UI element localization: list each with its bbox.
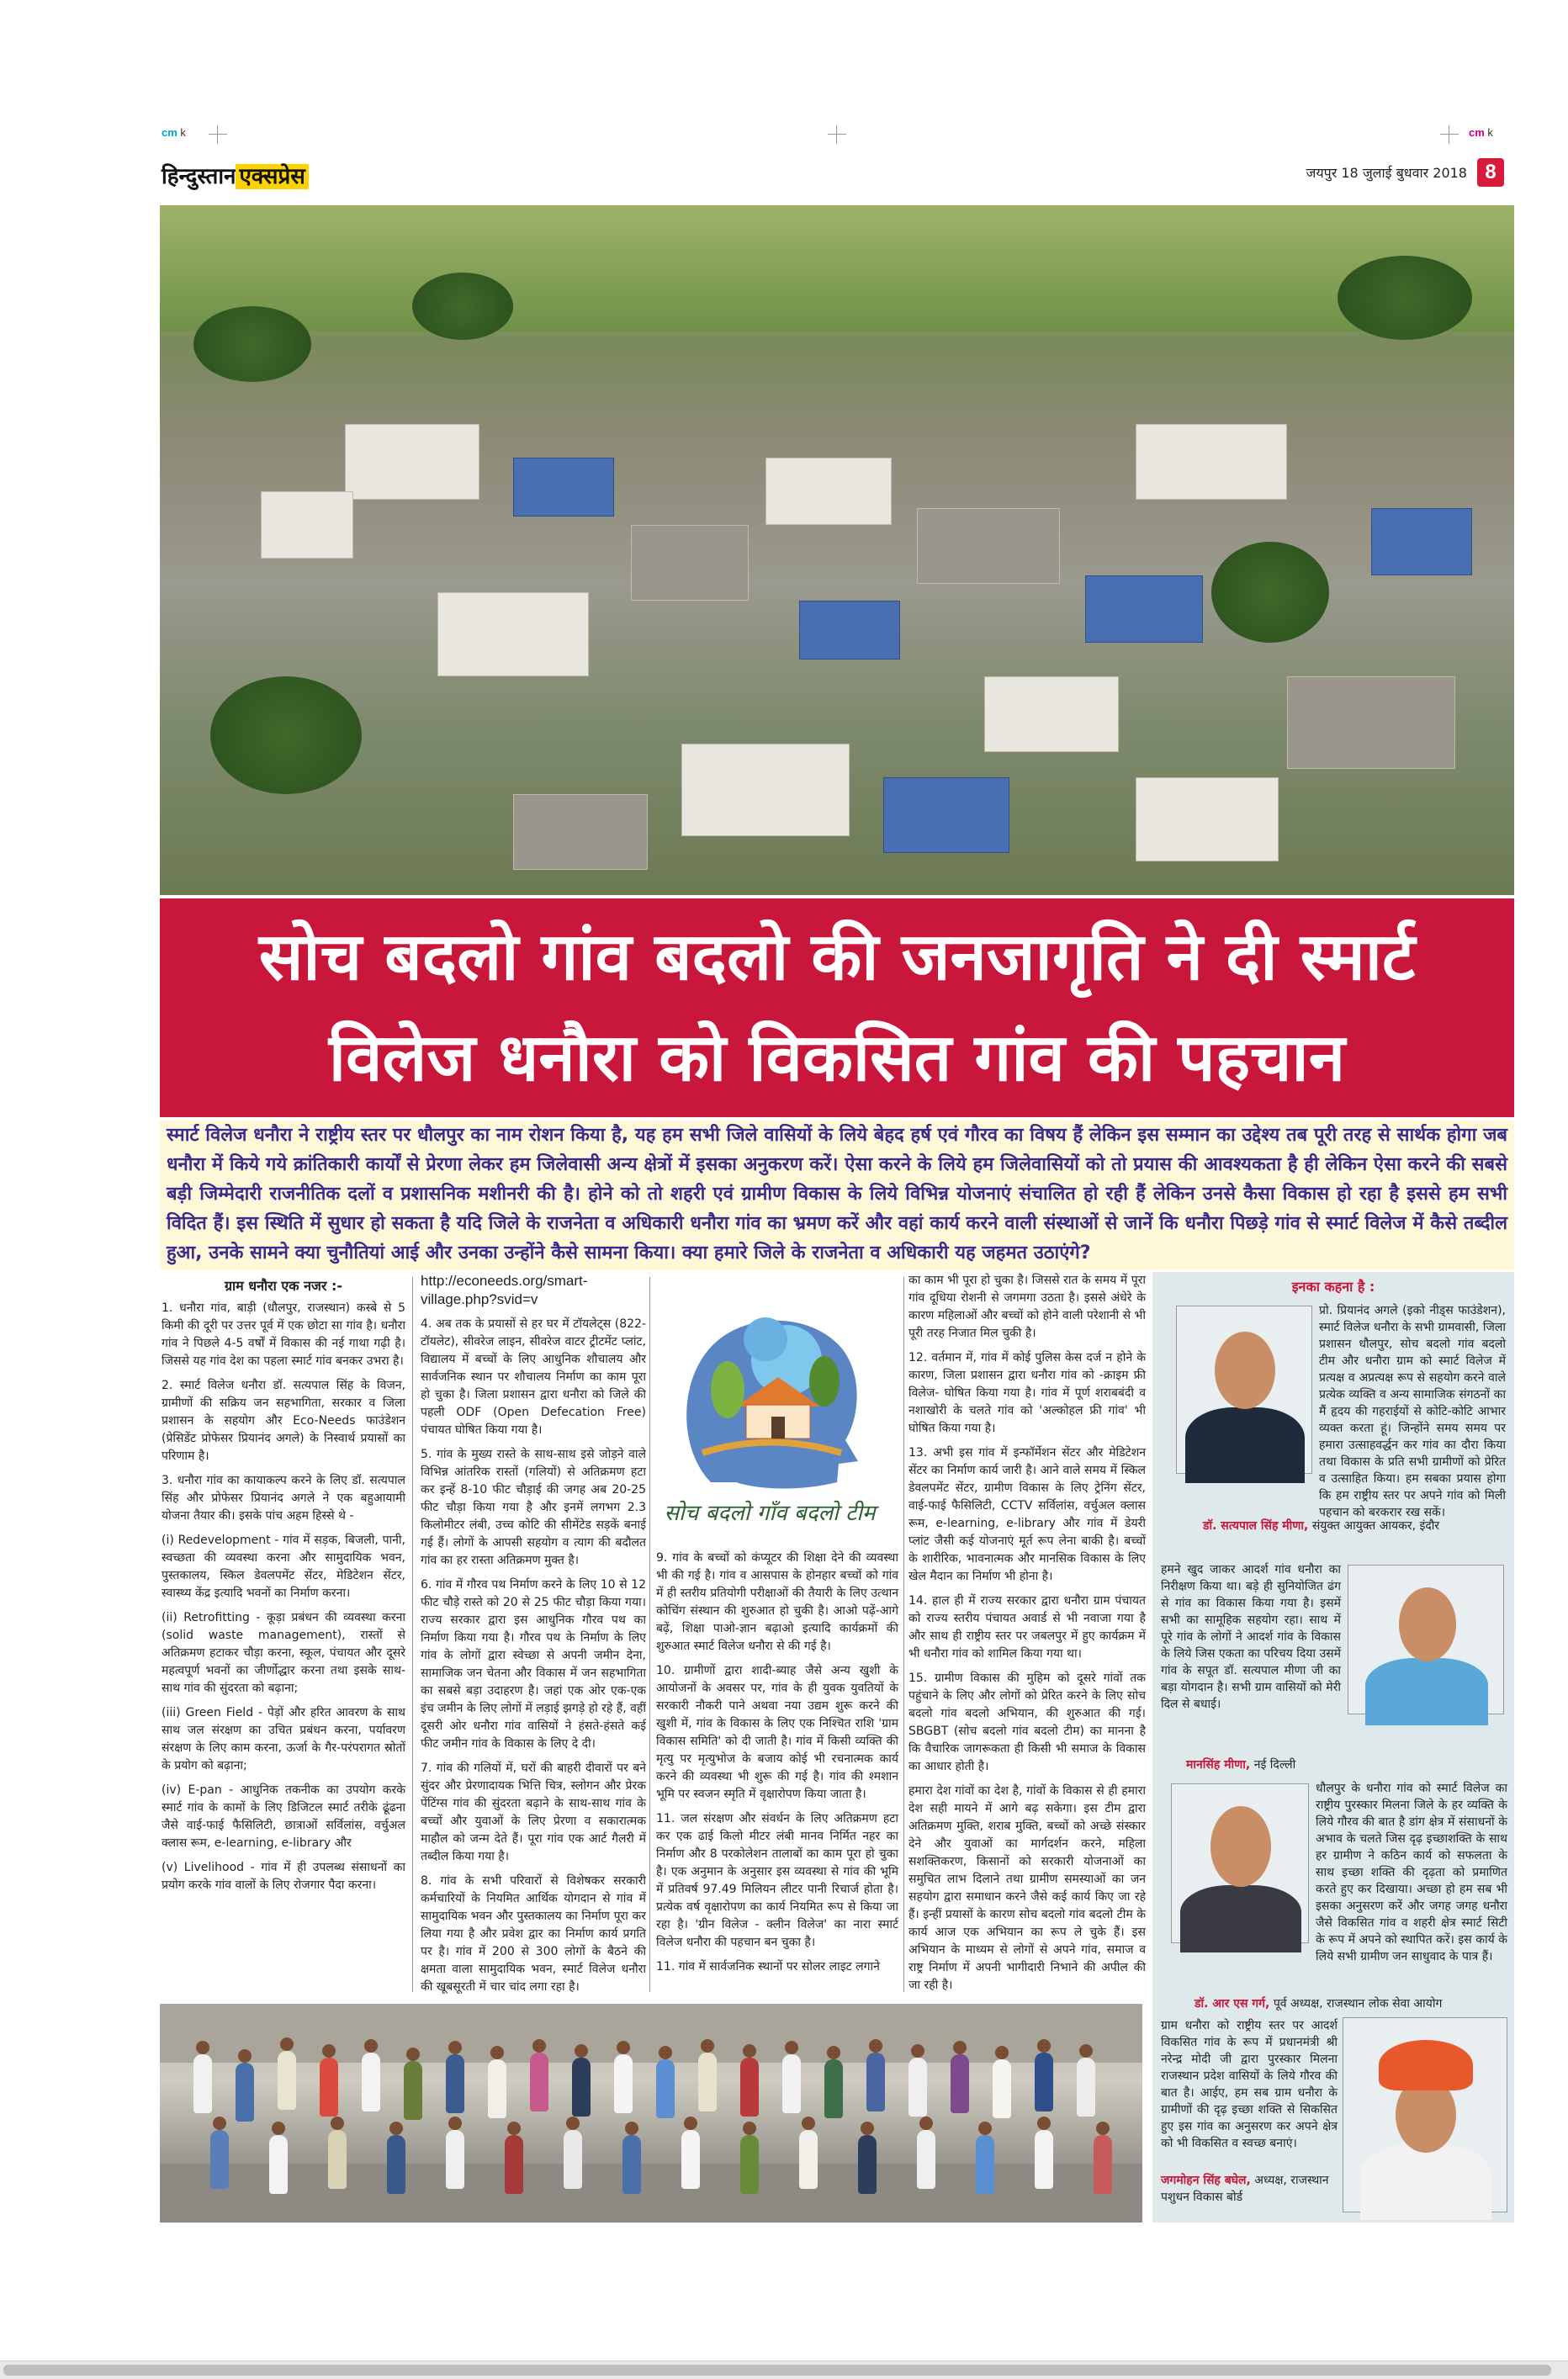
intro-paragraph: स्मार्ट विलेज धनौरा ने राष्ट्रीय स्तर पर धौलपुर का नाम रोशन किया है, यह हम सभी जिले वासियों के लिये बेहद हर्ष एवं गौरव का विषय हैं लेकिन इस सम्मान का उद्देश्य तब पूरी तरह से सार्थक होगा जब धनौरा में किये गये क्रांतिकारी कार्यों से प्रेरणा लेकर हम जिलेवासी अन्य क्षेत्रों में इसका अनुकरण करें। ऐसा करने के लिये हम जिलेवासियों को तो प्रयास की आवश्यकता है ही लेकिन ऐसा करने की सबसे बड़ी जिम्मेदारी राजनीतिक दलों व प्रशासनिक मशीनरी की है। होने को तो शहरी एवं ग्रामीण विकास के लिये विभिन्न योजनाएं संचालित हो रही हैं लेकिन उनसे कैसा विकास हो रहा है इससे हम सभी विदित हैं। इस स्थिति में सुधार हो सकता है यदि जिले के राजनेता व अधिकारी धनौरा गांव का भ्रमण करें और वहां कार्य करने वाली संस्थाओं से जानें कि धनौरा पिछड़े गांव से स्मार्ट विलेज में कैसे तब्दील हुआ, उनके सामने क्या चुनौतियां आई और उनका उन्होंने कैसे सामना किया। क्या हमारे जिले के राजनेता व अधिकारी यह जहमत उठाएंगे?	[160, 1121, 1514, 1270]
headline-line-2: विलेज धनौरा को विकसित गांव की पहचान	[328, 1020, 1346, 1096]
quote-text: ग्राम धनौरा को राष्ट्रीय स्तर पर आदर्श विकसित गांव के रूप में प्रधानमंत्री श्री नरेन्द्र मोदी जी द्वारा पुरस्कार मिलना राजस्थान प्रदेश वासियों के लिये गौरव की बात है। आईए, हम सब ग्राम धनौरा के ग्रामीणों की दृढ़ इच्छा शक्ति से सिकसित हुए इस गांव का अनुसरण कर अपने क्षेत्र को भी विकसित व स्वच्छ बनाएं।	[1161, 2019, 1338, 2150]
quotes-sidebar	[1152, 1272, 1514, 2223]
article-paragraph: 15. ग्रामीण विकास की मुहिम को दूसरे गांवों तक पहुंचाने के लिए और लोगों को प्रेरित करने के लिए सोच बदलो गांव बदलो अभियान, की शुरुआत की गई। SBGBT (सोच बदलो गांव बदलो टीम) का मानना है कि वैचारिक जागरूकता ही किसी भी समाज के विकास का आधार होती है।	[908, 1672, 1146, 1773]
article-column-2	[421, 1272, 646, 1992]
color-mark-left: cm k	[162, 126, 186, 139]
article-paragraph: 13. अभी इस गांव में इन्फॉर्मेशन सेंटर और मेडिटेशन सेंटर का निर्माण कार्य जारी है। आने वाले समय में स्किल डेवलपमेंट सेंटर, ग्रामीण विकास के लिए ट्रेनिंग सेंटर, वाई-फाई फैसिलिटी, CCTV सर्विलांस, वर्चुअल क्लास रूम, e-learning, e-library और गांव में डेयरी प्लांट जैसी कई योजनाएं मूर्त रूप लेना बाकी है। बच्चों के शारीरिक, भावनात्मक और मानसिक विकास के लिए खेल मैदान का निर्माण भी होना है।	[908, 1446, 1146, 1583]
dateline: जयपुर 18 जुलाई बुधवार 2018	[1306, 165, 1467, 181]
article-paragraph: हमारा देश गांवों का देश है, गांवों के विकास से ही हमारा देश सही मायने में आगे बढ़ सकेगा। इस टीम द्वारा अतिक्रमण मुक्ति, शराब मुक्ति, बच्चों को अच्छे संस्कार देने और युवाओं का मार्गदर्शन करने, महिला सशक्तिकरण, किसानों को सरकारी योजनाओं का समुचित लाभ दिलाने तथा ग्रामीण समस्याओं का जन सहयोग द्वारा समाधान करने जैसे कई कार्य किए जा रहे हैं। इन्हीं प्रयासों के कारण सोच बदलो गांव बदलो टीम के कार्य आज एक अभियान का रूप ले चुके हैं। इस अभियान के माध्यम से लोगों से अपने गांव, समाज व राष्ट्र निर्माण में अपनी भागीदारी निभाने की अपील की जा रही है।	[908, 1784, 1146, 1992]
quote-attribution: डॉ. आर एस गर्ग, पूर्व अध्यक्ष, राजस्थान लोक सेवा आयोग	[1195, 1997, 1443, 2011]
article-paragraph: का काम भी पूरा हो चुका है। जिससे रात के समय में पूरा गांव दूधिया रोशनी से जगमगा उठता है। इससे अंधेरे के कारण महिलाओं और बच्चों को होने वाली परेशानी से भी पूरी तरह निजात मिल चुकी है।	[908, 1274, 1146, 1340]
article-paragraph: 14. हाल ही में राज्य सरकार द्वारा धनौरा ग्राम पंचायत को राज्य स्तरीय पंचायत अवार्ड से भी नवाजा गया है और साथ ही राष्ट्रीय स्तर पर जबलपुर में हुए कार्यक्रम में भी धनौरा गांव को शामिल किया गया था।	[908, 1594, 1146, 1661]
color-mark-right: cm k	[1469, 126, 1493, 139]
article-paragraph: (v) Livelihood - गांव में ही उपलब्ध संसाधनों का प्रयोग करके गांव वालों के लिए रोजगार पैदा करना।	[162, 1861, 405, 1892]
villagers-group-photo	[160, 2004, 1142, 2223]
article-column-1	[162, 1277, 405, 1992]
registration-cross-icon	[828, 125, 846, 144]
source-link[interactable]: http://econeeds.org/smart-village.php?svid=v	[421, 1273, 588, 1307]
sidebar-title: इनका कहना है :	[1291, 1279, 1375, 1295]
scrollbar-thumb[interactable]	[3, 2365, 1551, 2376]
registration-cross-icon	[1440, 125, 1459, 144]
article-paragraph: (iv) E-pan - आधुनिक तकनीक का उपयोग करके स्मार्ट गांव के कामों के लिए डिजिटल स्मार्ट तरीके ढूंढना जैसे वाई-फाई फैसिलिटी, छात्राओं सर्विलांस, वर्चुअल क्लास रूम, e-learning, e-library और	[162, 1783, 405, 1850]
article-paragraph: 11. जल संरक्षण और संवर्धन के लिए अतिक्रमण हटा कर एक ढाई किलो मीटर लंबी मानव निर्मित नहर का निर्माण और 8 परकोलेशन तालाबों का काम पूरा हो चुका है। एक अनुमान के अनुसार इस व्यवस्था से गांव की भूमि में प्रतिवर्ष 97.49 मिलियन लीटर पानी रिचार्ज होता है। प्रत्येक वर्ष वृक्षारोपण का कार्य नियमित रूप से किया जा रहा है। 'ग्रीन विलेज - क्लीन विलेज' का नारा स्मार्ट विलेज धनौरा की पहचान बन चुका है।	[656, 1812, 898, 1949]
article-paragraph: 5. गांव के मुख्य रास्ते के साथ-साथ इसे जोड़ने वाले विभिन्न आंतरिक रास्तों (गलियों) से अतिक्रमण हटा कर इन्हें 8-10 फीट चौड़ाई की जगह अब 20-25 फीट चौड़ा किया गया है और इनमें लगभग 2.3 किलोमीटर लंबी, उच्च कोटि की सीमेंटेड सड़कें बनाई गई हैं। लोगों के आपसी सहयोग व त्याग की बदौलत गांव का हर रास्ता अतिक्रमण मुक्त है।	[421, 1448, 646, 1567]
article-paragraph: 2. स्मार्ट विलेज धनौरा डॉ. सत्यपाल सिंह के विजन, ग्रामीणों की सक्रिय जन सहभागिता, सरकार व जिला प्रशासन के सहयोग और Eco-Needs फाउंडेशन (प्रेसिडेंट प्रोफेसर प्रियानंद अगले) के निस्वार्थ प्रयासों का परिणाम है।	[162, 1379, 405, 1463]
article-paragraph: 9. गांव के बच्चों को कंप्यूटर की शिक्षा देने की व्यवस्था भी की गई है। गांव व आसपास के होनहार बच्चों को गांव में ही स्तरीय प्रतियोगी परीक्षाओं की तैयारी के लिए उत्थान कोचिंग संस्थान की शुरुआत हो चुकी है। आओ पढ़ें-आगे बढ़ें, शिक्षा पाओ-ज्ञान बढ़ाओ इत्यादि कार्यक्रमों की शुरुआत स्मार्ट विलेज धनौरा से की गई है।	[656, 1551, 898, 1653]
article-paragraph: 4. अब तक के प्रयासों से हर घर में टॉयलेट्स (822-टॉयलेट), सीवरेज लाइन, सीवरेज वाटर ट्रीटमेंट प्लांट, विद्यालय में बच्चों के लिए आधुनिक शौचालय और सार्वजनिक स्थान पर शौचालय निर्माण का काम पूरा हो चुका है। जिला प्रशासन द्वारा धनौरा को जिले की पहली ODF (Open Defecation Free) पंचायत घोषित किया गया है।	[421, 1317, 646, 1437]
quote-attribution: जगमोहन सिंह बघेल, अध्यक्ष, राजस्थान पशुधन विकास बोर्ड	[1161, 2174, 1329, 2204]
headline	[160, 898, 1514, 1117]
column-divider	[412, 1277, 413, 1992]
article-paragraph: (iii) Green Field - पेड़ों और हरित आवरण के साथ साथ जल संरक्षण का उचित प्रबंधन करना, पर्यावरण संरक्षण के लिए काम करना, ऊर्जा के गैर-परंपरागत स्रोतों के प्रयोग को बढ़ाना;	[162, 1706, 405, 1772]
article-paragraph: 6. गांव में गौरव पथ निर्माण करने के लिए 10 से 12 फीट चौड़े रास्ते को 20 से 25 फीट चौड़ा किया गया। राज्य सरकार द्वारा इस आधुनिक गौरव पथ का निर्माण किया गया है। गौरव पथ के निर्माण के लिए गांव के लोगों द्वारा स्वेच्छा से अपनी जमीन देना, सामाजिक जन चेतना और विकास में जन सहभागिता का सबसे बड़ा उदाहरण है। जहां एक ओर एक-एक इंच जमीन के लिए लोगों में लड़ाई झगड़े हो रहे हैं, वहीं दूसरी ओर धनौरा गांव वासियों ने हंसते-हंसते कई फीट जमीन गांव के विकास के लिए दे दी।	[421, 1578, 646, 1751]
quote-text: प्रो. प्रियानंद अगले (इको नीड्स फाउंडेशन), स्मार्ट विलेज धनौरा के सभी ग्रामवासी, जिला प्रशासन धौलपुर, सोच बदलो गांव बदलो टीम और धनौरा ग्राम को स्मार्ट विलेज में प्रत्यक्ष व अप्रत्यक्ष रूप से सहयोग करने वाले प्रत्येक व्यक्ति व अन्य सामाजिक संगठनों का मैं हृदय की गहराईयों से कोटि-कोटि आभार व्यक्त करता हूं। जिन्होंने समय समय पर हमारा उत्साहवर्द्धन कर गांव का दौरा किया तथा विकास के प्रति सभी ग्रामीणों को प्रेरित व उत्साहित किया। हम सबका प्रयास होगा कि हम राष्ट्रीय स्तर पर अपने गांव को मिली पहचान को बरकरार रख सकें।	[1319, 1304, 1506, 1519]
article-paragraph: 12. वर्तमान में, गांव में कोई पुलिस केस दर्ज न होने के कारण, जिला प्रशासन द्वारा धनौरा गांव को -क्राइम फ्री विलेज- घोषित किया गया है। गांव में पूर्ण शराबबंदी व नशाखोरी के चलते गांव को 'अल्कोहल फ्री गांव' भी घोषित किया गया है।	[908, 1351, 1146, 1435]
article-paragraph: 10. ग्रामीणों द्वारा शादी-ब्याह जैसे अन्य खुशी के आयोजनों के अवसर पर, गांव के ही युवक युवतियों के सरकारी नौकरी पाने अथवा नया उद्यम शुरू करने की खुशी में, गांव के विकास के लिए एक निश्चित राशि 'ग्राम विकास समिति' को दी जाती है। गांव में किसी व्यक्ति की मृत्यु पर मृत्युभोज के बजाय कोई भी रचनात्मक कार्य करने की व्यवस्था भी शुरू की गई है। गांव की श्मशान भूमि पर स्वजन स्मृति में वृक्षारोपण किया जाता है।	[656, 1664, 898, 1801]
article-paragraph: (i) Redevelopment - गांव में सड़क, बिजली, पानी, स्वच्छता की व्यवस्था करना और सामुदायिक भवन, पुस्तकालय, स्किल डेवलपमेंट सेंटर, मेडिटेशन सेंटर, स्वास्थ्य केंद्र इत्यादि भवनों का निर्माण करना।	[162, 1534, 405, 1600]
quote-text: धौलपुर के धनौरा गांव को स्मार्ट विलेज का राष्ट्रीय पुरस्कार मिलना जिले के हर व्यक्ति के लिये गौरव की बात है डांग क्षेत्र में संसाधनों के अभाव के चलते जिस दृढ़ इच्छाशक्ति के साथ हर ग्रामीण ने कठिन कार्य को सफलता के साथ इच्छा शक्ति की दृढ़ता को प्रमाणित करते हुए कर दिखाया। अच्छा हो हम सब भी इसका अनुसरण करें और जगह जगह धनौरा जैसे विकसित गांव व शहरी क्षेत्र स्मार्ट सिटी के रूप में अपने को स्थापित करें। इस कार्य के लिये सभी ग्रामीण जन साधुवाद के पात्र हैं।	[1316, 1782, 1507, 1963]
article-paragraph: 3. धनौरा गांव का कायाकल्प करने के लिए डॉ. सत्यपाल सिंह और प्रोफेसर प्रियानंद अगले ने एक बहुआयामी योजना तैयार की। इसके पांच अहम हिस्से थे -	[162, 1474, 405, 1523]
aerial-village-photo	[160, 205, 1514, 895]
column-divider	[649, 1277, 650, 1992]
article-paragraph: 8. गांव के सभी परिवारों से विशेषकर सरकारी कर्मचारियों के नियमित आर्थिक योगदान से गांव में सामुदायिक भवन और पुस्तकालय का निर्माण पूरा कर लिया गया है और प्रवेश द्वार का निर्माण कार्य प्रगति पर है। गांव में 200 से 300 लोगों के बैठने की क्षमता वाला सामुदायिक भवन, स्मार्ट विलेज धनौरा की खूबसूरती में चार चांद लगा रहा है।	[421, 1874, 646, 1994]
horizontal-scrollbar[interactable]	[0, 2360, 1568, 2379]
column-divider	[903, 1277, 904, 1992]
quote-text: हमने खुद जाकर आदर्श गांव धनौरा का निरीक्षण किया था। बड़े ही सुनियोजित ढंग से गांव का विकास किया गया है। इसमें सभी का सामूहिक सहयोग रहा। साथ में पूरे गांव के लोगों ने आदर्श गांव के विकास के लिये जिस एकता का परिचय दिया उसमें गांव के सपूत डॉ. सत्यपाल मीणा जी का बड़ा योगदान है। सभी ग्राम वासियों को मेरी दिल से बधाई।	[1161, 1563, 1341, 1711]
logo-caption: सोच बदलो गाँव बदलो टीम	[664, 1501, 876, 1526]
quote-attribution: डॉ. सत्यपाल सिंह मीणा, संयुक्त आयुक्त आयकर, इंदौर	[1203, 1519, 1440, 1533]
article-paragraph: (ii) Retrofitting - कूड़ा प्रबंधन की व्यवस्था करना (solid waste management), रास्तों से अतिक्रमण हटाकर चौड़ा करना, स्कूल, पंचायत और दूसरे महत्वपूर्ण भवनों का जीर्णोद्धार करना तथा इसके साथ-साथ गांव की सुंदरता को बढ़ाना;	[162, 1611, 405, 1695]
article-paragraph: 11. गांव में सार्वजनिक स्थानों पर सोलर लाइट लगाने	[656, 1960, 880, 1974]
article-paragraph: 1. धनौरा गांव, बाड़ी (धौलपुर, राजस्थान) कस्बे से 5 किमी की दूरी पर उत्तर पूर्व में एक छोटा सा गांव है। धनौरा गांव ने पिछले 4-5 वर्षों में विकास की नई गाथा गढ़ी है। जिससे यह गांव देश का पहला स्मार्ट गांव बनकर उभरा है।	[162, 1301, 405, 1368]
headline-line-1: सोच बदलो गांव बदलो की जनजागृति ने दी स्मार्ट	[258, 919, 1416, 995]
page-number: 8	[1477, 158, 1504, 187]
portrait-satyapal-singh	[1176, 1306, 1312, 1474]
section-subhead: ग्राम धनौरा एक नजर :-	[224, 1278, 343, 1294]
portrait-jagmohan-singh-baghel	[1343, 2017, 1507, 2212]
article-paragraph: 7. गांव की गलियों में, घरों की बाहरी दीवारों पर बने सुंदर और प्रेरणादायक भित्ति चित्र, स्लोगन और प्रेरक पेंटिंग्स गांव की सुंदरता बढ़ाने के साथ-साथ गांव के बच्चों और युवाओं के लिए प्रेरणा व सकारात्मक माहौल को जन्म देते हैं। पूरा गांव एक आर्ट गैलरी में तब्दील किया गया है।	[421, 1762, 646, 1863]
portrait-mansingh-meena	[1348, 1565, 1504, 1714]
masthead-logo: हिन्दुस्तान एक्सप्रेस	[162, 160, 309, 190]
registration-cross-icon	[209, 125, 227, 144]
article-column-3	[656, 1550, 898, 1992]
article-column-4	[908, 1272, 1146, 1992]
team-logo-icon	[652, 1280, 887, 1533]
quote-attribution: मानसिंह मीणा, नई दिल्ली	[1186, 1758, 1296, 1772]
portrait-rs-garg	[1171, 1783, 1309, 1943]
